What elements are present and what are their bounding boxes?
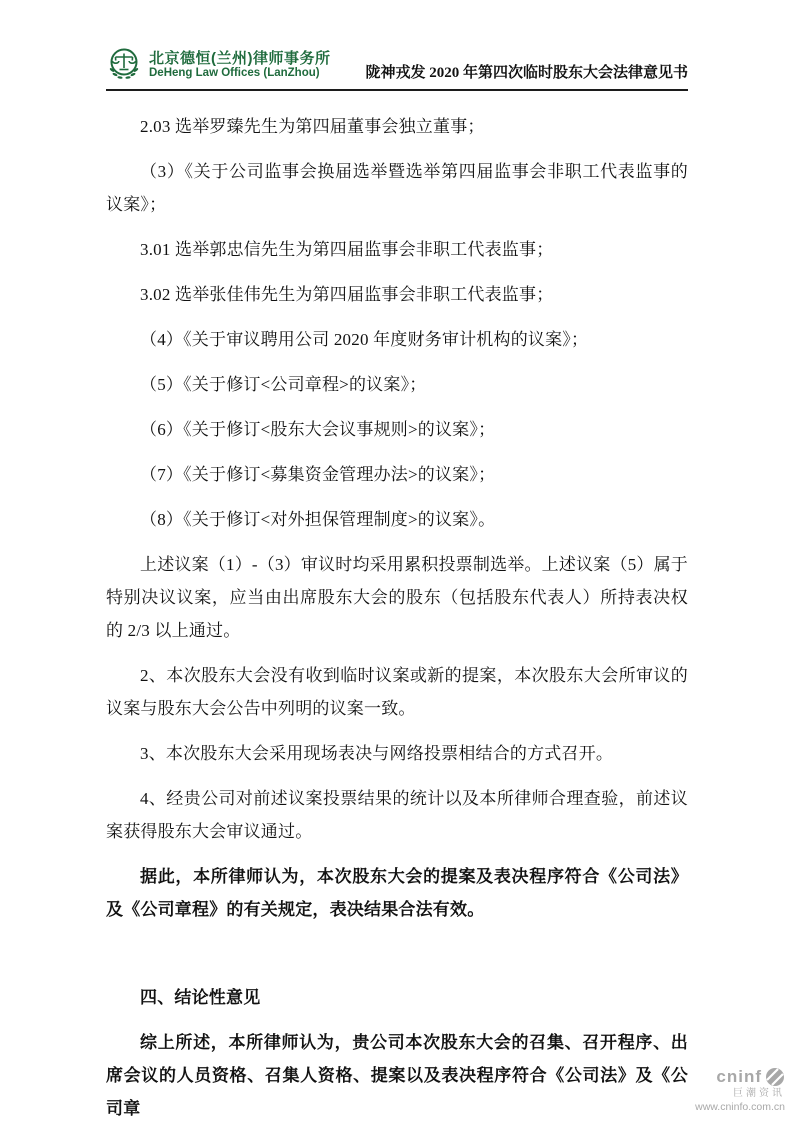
- paragraph: 2.03 选举罗臻先生为第四届董事会独立董事；: [140, 117, 485, 136]
- cninfo-url: www.cninfo.com.cn: [695, 1101, 785, 1114]
- page-header: [106, 46, 688, 91]
- section-heading: 四、结论性意见: [140, 988, 261, 1007]
- paragraph: （6）《关于修订<股东大会议事规则>的议案》；: [140, 420, 496, 439]
- paragraph: 3.01 选举郭忠信先生为第四届监事会非职工代表监事；: [140, 240, 554, 259]
- cninfo-logo-row: [695, 1067, 785, 1087]
- law-firm-name-english: DeHeng Law Offices (LanZhou): [149, 67, 320, 80]
- cninfo-brand-name: 巨潮资讯: [733, 1088, 785, 1100]
- law-firm-brand: [106, 46, 331, 84]
- paragraph: 4、经贵公司对前述议案投票结果的统计以及本所律师合理查验，前述议案获得股东大会审议通过。: [106, 789, 688, 841]
- law-firm-name: [149, 50, 331, 80]
- document-header-title: 陇神戎发 2020 年第四次临时股东大会法律意见书: [365, 65, 688, 81]
- paragraph-list: [106, 110, 688, 1122]
- paragraph: 据此，本所律师认为，本次股东大会的提案及表决程序符合《公司法》及《公司章程》的有关规定，表决结果合法有效。: [106, 867, 688, 919]
- paragraph: （8）《关于修订<对外担保管理制度>的议案》。: [140, 510, 496, 529]
- paragraph: 3.02 选举张佳伟先生为第四届监事会非职工代表监事；: [140, 285, 554, 304]
- paragraph: 3、本次股东大会采用现场表决与网络投票相结合的方式召开。: [140, 744, 614, 763]
- document-body: [106, 110, 688, 1122]
- paragraph: （7）《关于修订<募集资金管理办法>的议案》；: [140, 465, 496, 484]
- deheng-scales-logo-icon: [106, 46, 142, 84]
- law-firm-name-chinese: 北京德恒(兰州)律师事务所: [149, 49, 331, 67]
- cninfo-watermark: [695, 1067, 785, 1114]
- paragraph: （5）《关于修订<公司章程>的议案》；: [140, 375, 427, 394]
- paragraph: 2、本次股东大会没有收到临时议案或新的提案，本次股东大会所审议的议案与股东大会公告中列明的议案一致。: [106, 666, 688, 718]
- cninfo-logo-text: cninf: [716, 1067, 762, 1087]
- paragraph: （4）《关于审议聘用公司 2020 年度财务审计机构的议案》；: [140, 330, 589, 349]
- cninfo-swirl-icon: [765, 1067, 785, 1087]
- paragraph: 上述议案（1）-（3）审议时均采用累积投票制选举。上述议案（5）属于特别决议议案，应当由出席股东大会的股东（包括股东代表人）所持表决权的 2/3 以上通过。: [106, 555, 688, 640]
- paragraph: （3）《关于公司监事会换届选举暨选举第四届监事会非职工代表监事的议案》；: [106, 162, 688, 214]
- paragraph: 综上所述，本所律师认为，贵公司本次股东大会的召集、召开程序、出席会议的人员资格、召集人资格、提案以及表决程序符合《公司法》及《公司章: [106, 1033, 688, 1118]
